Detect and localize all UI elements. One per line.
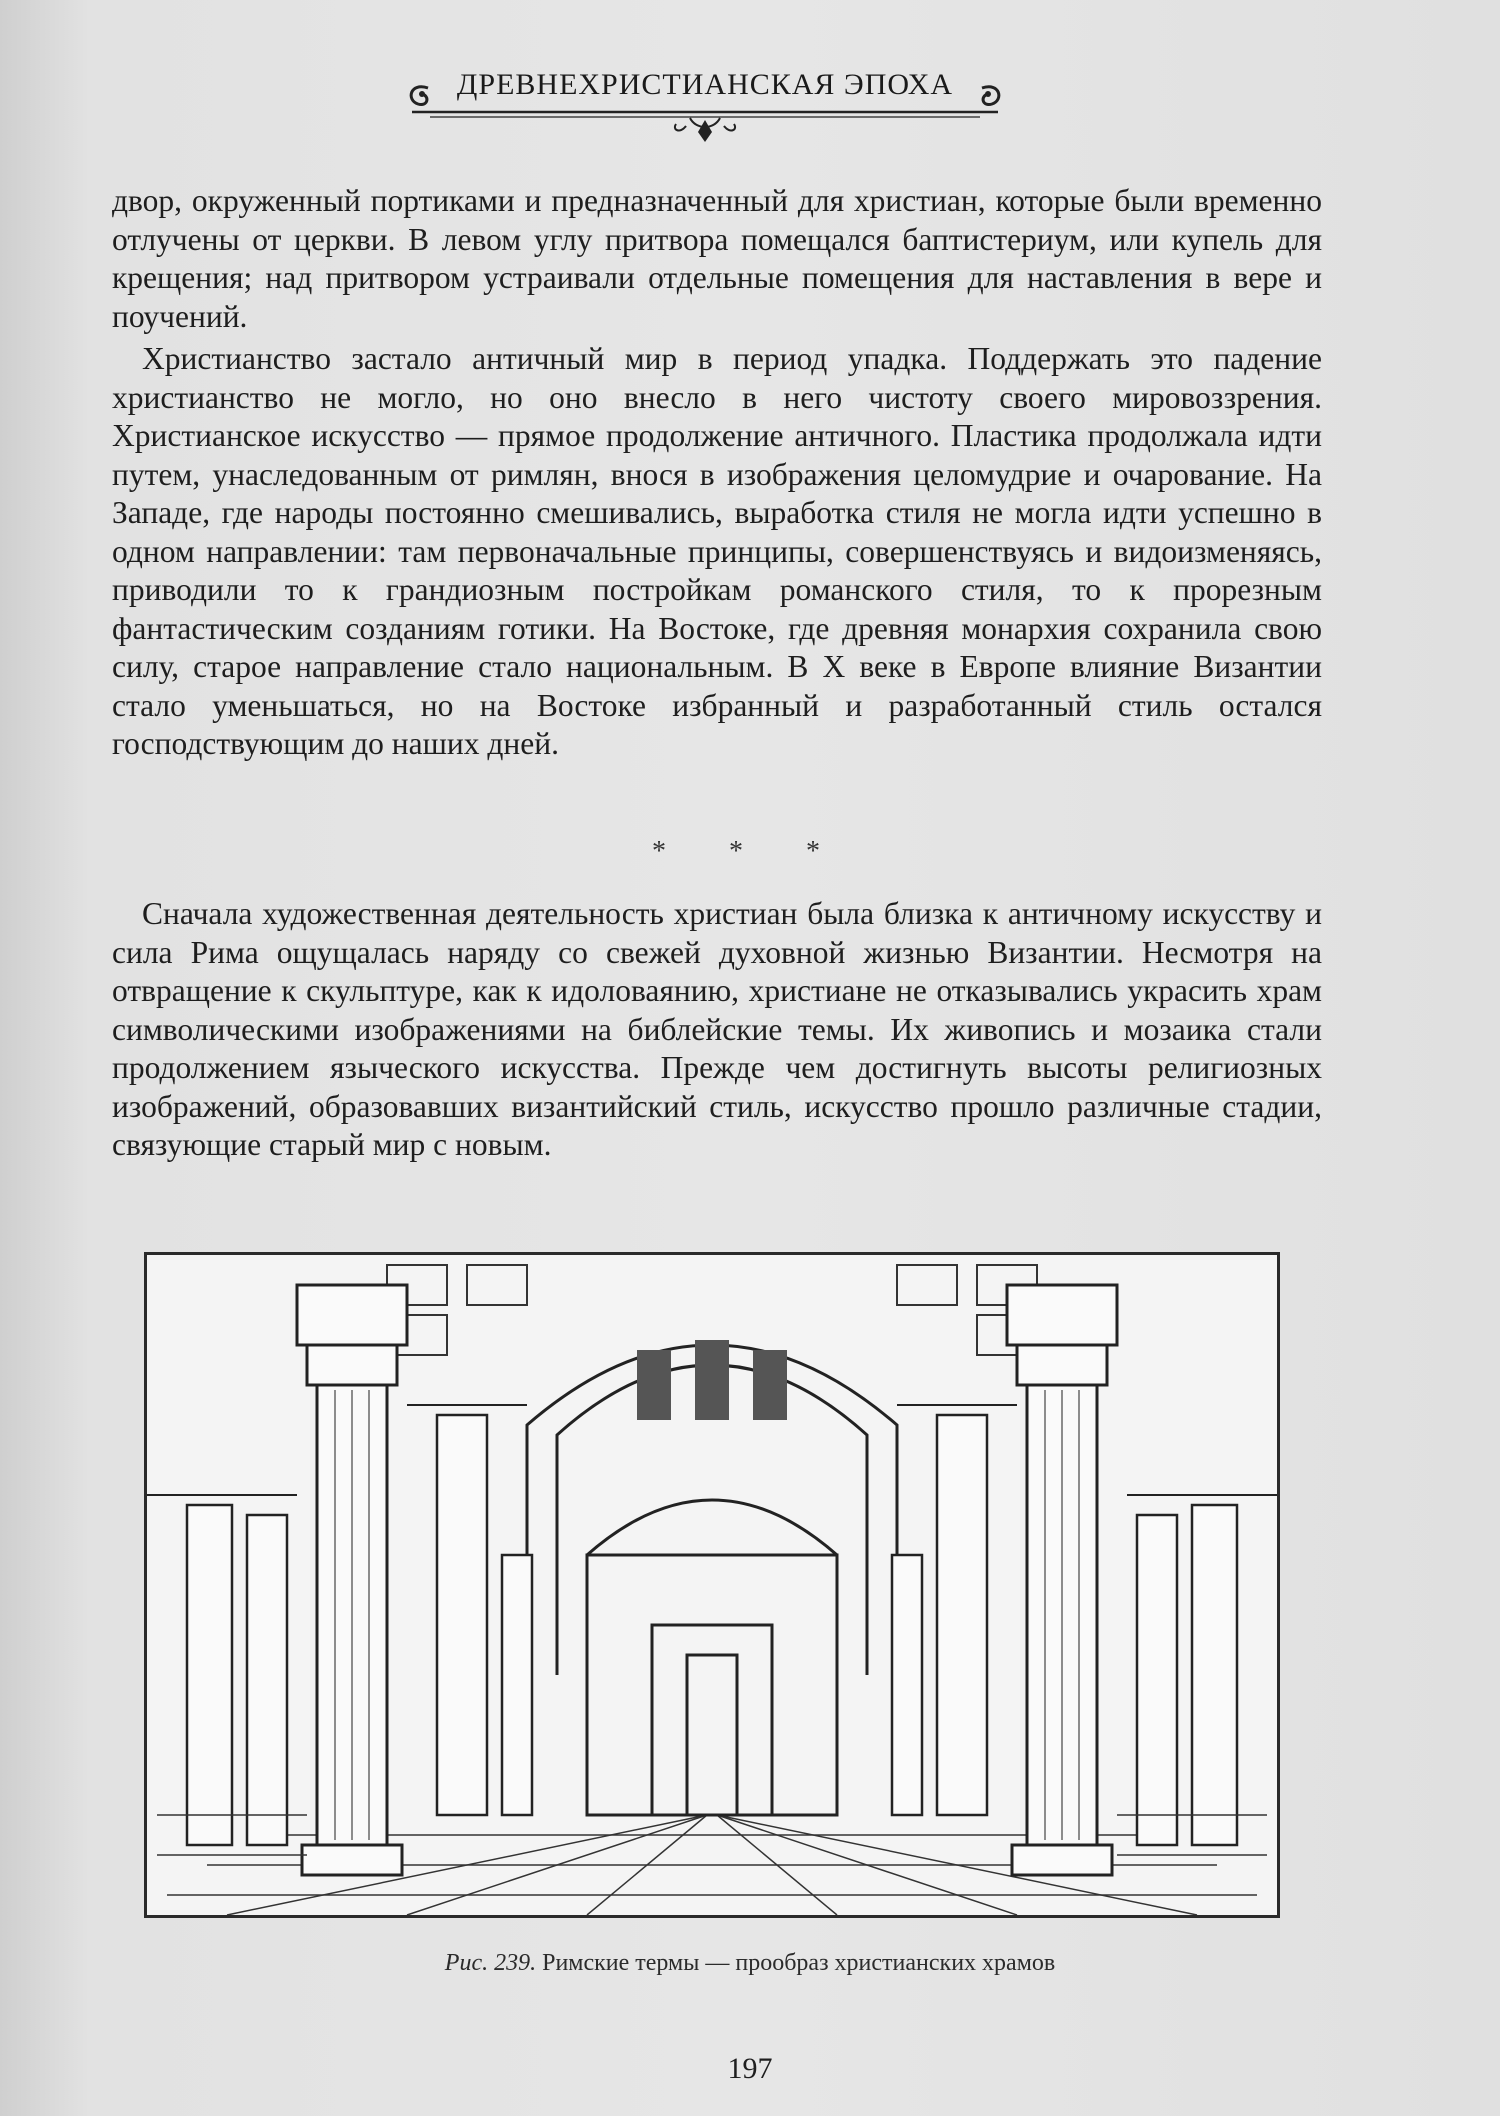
paragraph-text: Христианство застало античный мир в период упадка. Поддержать это падение христианство не могло, но оно внесло в него чистоту своего мировоззрения. Христианское искусство — прямое продолжение античного. Пластика продолжала идти путем, унаследованным от римлян, внося в изображения целомудрие и очарование. На Западе, где народы постоянно смешивались, выработка стиля не могла идти успешно в одном направлении: там первоначальные принципы, совершенствуясь и видоизменяясь, приводили то к грандиозным постройкам романского стиля, то к прорезным фантастическим созданиям готики. На Востоке, где древняя монархия сохранила свою силу, старое направление стало национальным. В X веке в Европе влияние Византии стало уменьшаться, но на Востоке избранный и разработанный стиль остался господствующим до наших дней. xyxy=(112,341,1322,761)
figure-label: Рис. 239. xyxy=(444,1950,537,1976)
page-number: 197 xyxy=(727,2052,773,2085)
running-header xyxy=(400,60,1010,145)
paragraph-3 xyxy=(112,895,1322,1165)
paragraph-text: двор, окруженный портиками и предназначенный для христиан, которые были временно отлучены от церкви. В левом углу притвора помещался баптистериум, или купель для крещения; над притвором устраивали отдельные помещения для наставления в вере и поучений. xyxy=(112,183,1322,334)
architectural-drawing xyxy=(147,1255,1277,1915)
paragraph-2 xyxy=(112,340,1322,764)
paragraph-text: Сначала художественная деятельность христиан была близка к античному искусству и сила Рима ощущалась наряду со свежей духовной жизнью Византии. Несмотря на отвращение к скульптуре, как к идоловаянию, христиане не отказывались украсить храм символическими изображениями на библейские темы. Их живопись и мозаика стали продолжением языческого искусства. Прежде чем достигнуть высоты религиозных изображений, образовавших византийский стиль, искусство прошло различные стадии, связующие старый мир с новым. xyxy=(112,896,1322,1162)
figure-caption xyxy=(0,1950,1500,1977)
section-separator: * * * xyxy=(652,836,848,867)
figure-caption-text: Римские термы — прообраз христианских храмов xyxy=(542,1950,1056,1976)
header-title: ДРЕВНЕХРИСТИАНСКАЯ ЭПОХА xyxy=(456,68,954,101)
paragraph-1 xyxy=(112,182,1322,336)
illustration-roman-baths xyxy=(144,1252,1280,1918)
